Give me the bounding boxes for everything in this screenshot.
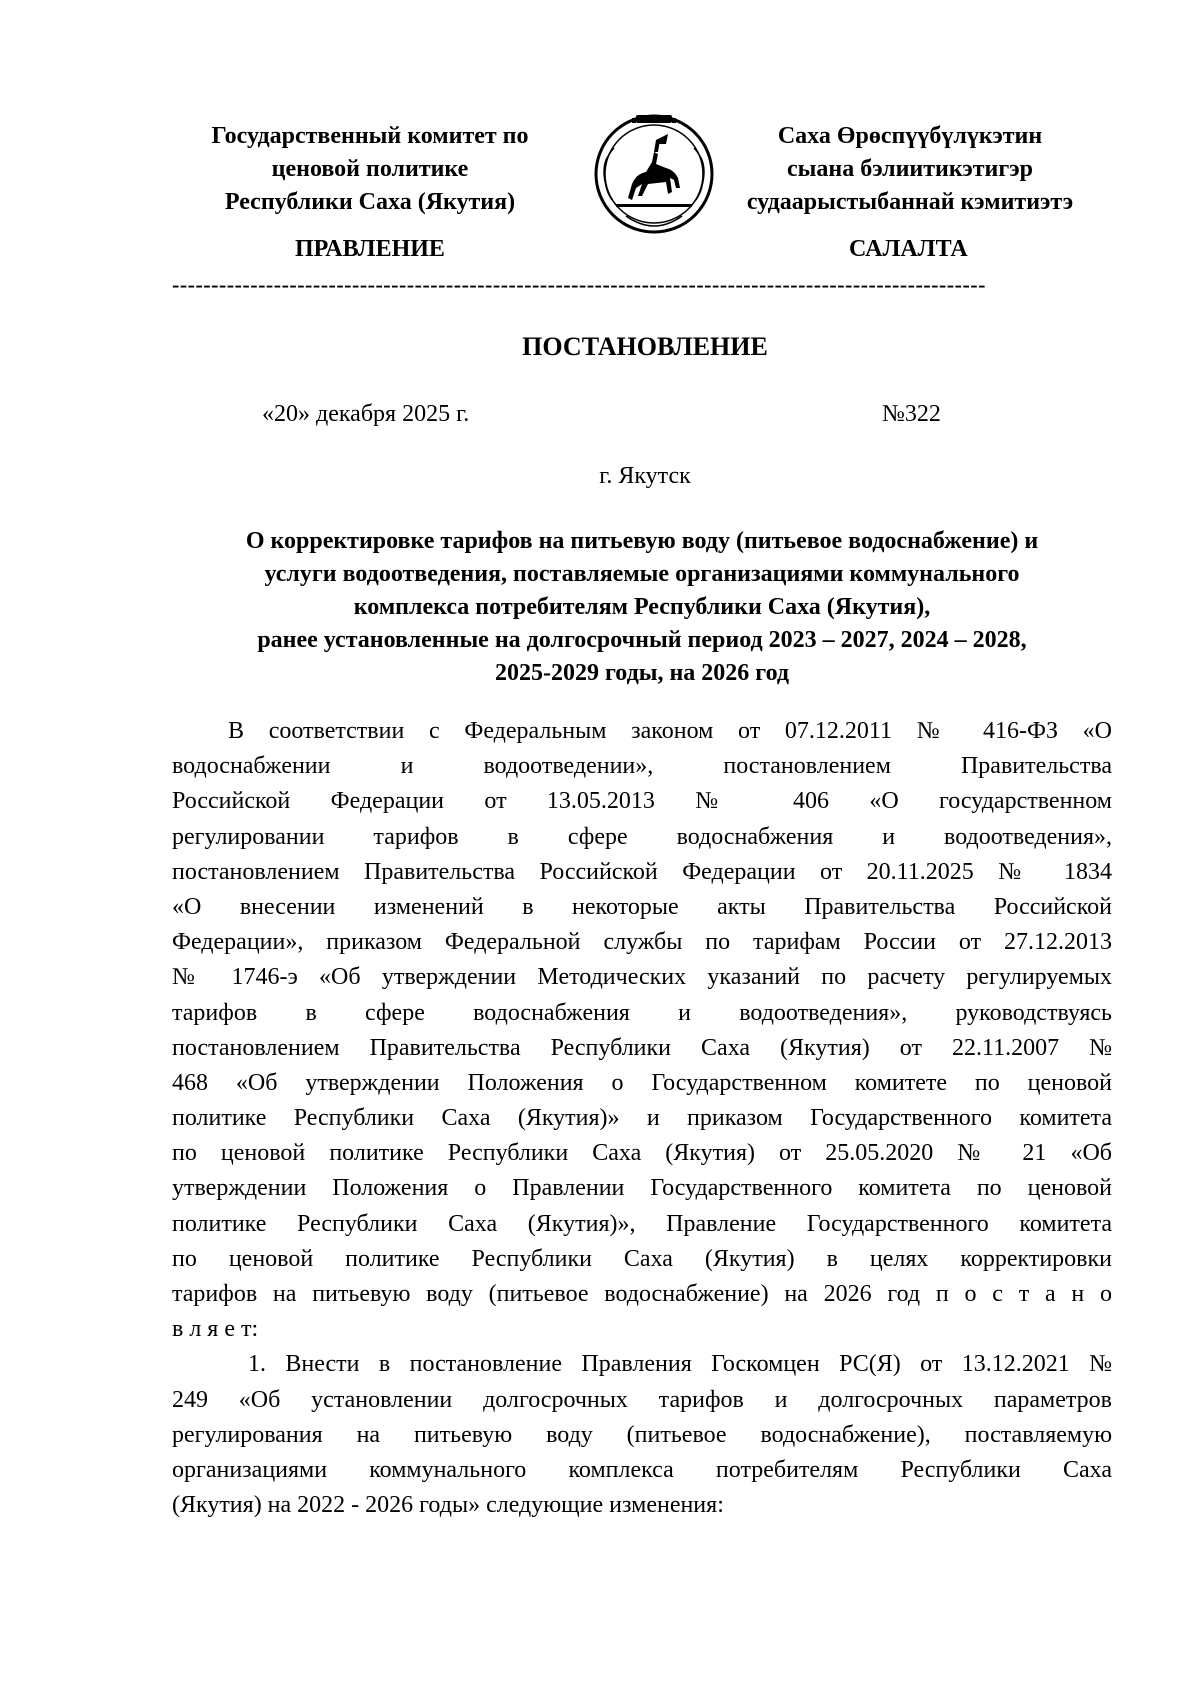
- board-title-sakha: САЛАЛТА: [849, 236, 968, 262]
- org-name-line: Саха Өрөспүүбүлүкэтин: [777, 123, 1043, 149]
- body-line: Российской Федерации от 13.05.2013 № 406 «О государственном: [172, 788, 1112, 815]
- body-line: В соответствии с Федеральным законом от 07.12.2011 № 416-ФЗ «О: [228, 718, 1112, 744]
- body-line: утверждении Положения о Правлении Государственного комитета по ценовой: [172, 1175, 1112, 1202]
- org-name-line: сыана бэлиитикэтигэр: [786, 156, 1033, 182]
- body-line: политике Республики Саха (Якутия)» и приказом Государственного комитета: [172, 1105, 1112, 1132]
- org-name-sakha: [720, 120, 1100, 219]
- body-line: № 1746-э «Об утверждении Методических указаний по расчету регулируемых: [172, 964, 1112, 991]
- body-line: организациями коммунального комплекса потребителям Республики Саха: [172, 1456, 1112, 1483]
- body-line: регулировании тарифов в сфере водоснабжения и водоотведения»,: [172, 823, 1112, 850]
- document-date: «20» декабря 2025 г.: [262, 401, 470, 427]
- body-line: по ценовой политике Республики Саха (Якутия) от 25.05.2020 № 21 «Об: [172, 1140, 1112, 1167]
- separator-line: --------------------------------------------------------------------------------------------------------: [172, 272, 986, 297]
- title-line: 2025-2029 годы, на 2026 год: [494, 660, 790, 686]
- body-line: (Якутия) на 2022 - 2026 годы» следующие изменения:: [172, 1492, 724, 1519]
- body-line: тарифов на питьевую воду (питьевое водоснабжение) на 2026 год п о с т а н о: [172, 1281, 1112, 1307]
- document-body: [172, 714, 1112, 1523]
- body-line: 249 «Об установлении долгосрочных тарифов и долгосрочных параметров: [172, 1386, 1112, 1413]
- document-place: г. Якутск: [599, 463, 691, 489]
- body-line: 468 «Об утверждении Положения о Государственном комитете по ценовой: [172, 1069, 1112, 1096]
- body-line: «О внесении изменений в некоторые акты Правительства Российской: [172, 893, 1112, 920]
- body-line: по ценовой политике Республики Саха (Якутия) в целях корректировки: [172, 1245, 1112, 1272]
- org-name-russian: [180, 120, 560, 219]
- body-line: постановлением Правительства Республики Саха (Якутия) от 22.11.2007 №: [172, 1034, 1112, 1061]
- board-title-russian: ПРАВЛЕНИЕ: [295, 236, 445, 262]
- sakha-emblem-icon: [592, 112, 716, 236]
- document-title: [172, 525, 1112, 690]
- title-line: услуги водоотведения, поставляемые организациями коммунального: [264, 561, 1020, 587]
- org-name-line: Республики Саха (Якутия): [224, 189, 516, 215]
- body-line: постановлением Правительства Российской Федерации от 20.11.2025 № 1834: [172, 858, 1112, 885]
- body-line: политике Республики Саха (Якутия)», Правление Государственного комитета: [172, 1210, 1112, 1237]
- body-line: 1. Внести в постановление Правления Госкомцен РС(Я) от 13.12.2021 №: [248, 1351, 1112, 1378]
- org-name-line: судаарыстыбаннай кэмитиэтэ: [746, 189, 1074, 215]
- title-line: О корректировке тарифов на питьевую воду (питьевое водоснабжение) и: [245, 528, 1039, 554]
- body-line: тарифов в сфере водоснабжения и водоотведения», руководствуясь: [172, 999, 1112, 1026]
- document-number: №322: [882, 401, 941, 427]
- body-line: Федерации», приказом Федеральной службы по тарифам России от 27.12.2013: [172, 929, 1112, 956]
- title-line: комплекса потребителям Республики Саха (Якутия),: [353, 594, 931, 620]
- body-line: водоснабжении и водоотведении», постановлением Правительства: [172, 753, 1112, 780]
- body-line: регулирования на питьевую воду (питьевое водоснабжение), поставляемую: [172, 1421, 1112, 1448]
- document-type: ПОСТАНОВЛЕНИЕ: [522, 332, 768, 361]
- body-line: в л я е т:: [172, 1316, 259, 1343]
- org-name-line: Государственный комитет по: [211, 123, 529, 149]
- document-header: [0, 112, 1200, 232]
- title-line: ранее установленные на долгосрочный период 2023 – 2027, 2024 – 2028,: [257, 627, 1027, 653]
- org-name-line: ценовой политике: [271, 156, 469, 182]
